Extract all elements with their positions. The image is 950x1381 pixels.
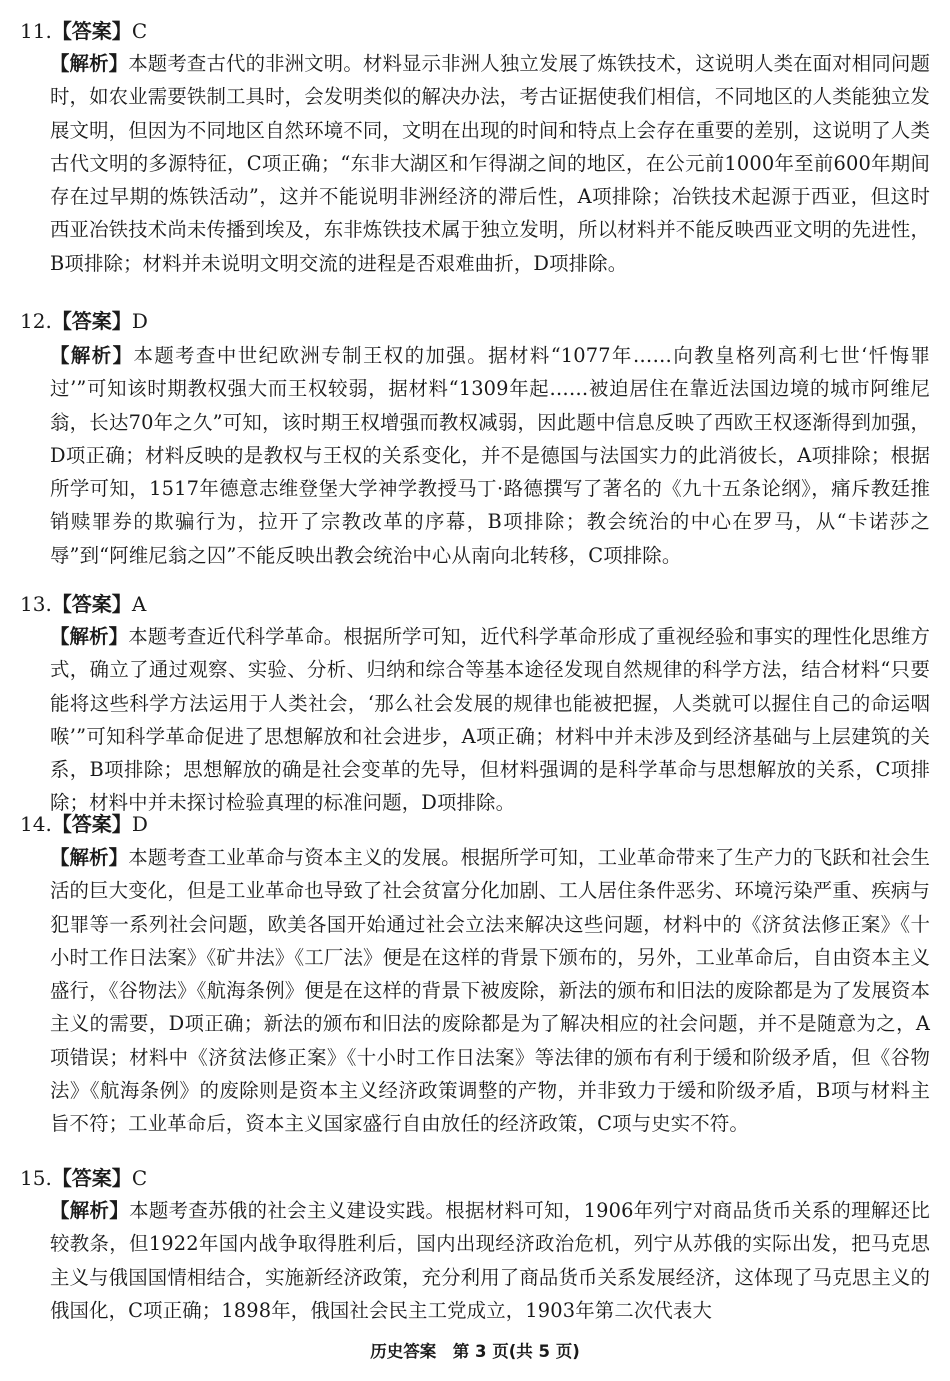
answer-line: [20, 307, 148, 335]
answer-label: 【答案】: [51, 812, 132, 836]
analysis-text: 本题考查苏俄的社会主义建设实践。根据材料可知，1906年列宁对商品货币关系的理解还比较教条，但1922年国内战争取得胜利后，国内出现经济政治危机，列宁从苏俄的实际出发，把马克思主义与俄国国情相结合，实施新经济政策，充分利用了商品货币关系发展经济，这体现了马克思主义的俄国化，C项正确；1898年，俄国社会民主工党成立，1903年第二次代表大: [50, 1199, 930, 1322]
answer-value: D: [131, 309, 148, 333]
analysis-label: 【解析】: [50, 52, 129, 75]
analysis-text: 本题考查近代科学革命。根据所学可知，近代科学革命形成了重视经验和事实的理性化思维方式，确立了通过观察、实验、分析、归纳和综合等基本途径发现自然规律的科学方法，结合材料“只要能将这些科学方法运用于人类社会，‘那么社会发展的规律也能被把握，人类就可以握住自己的命运咽喉’”可知科学革命促进了思想解放和社会进步，A项正确；材料中并未涉及到经济基础与上层建筑的关系，B项排除；思想解放的确是社会变革的先导，但材料强调的是科学革命与思想解放的关系，C项排除；材料中并未探讨检验真理的标准问题，D项排除。: [50, 625, 930, 815]
answer-label: 【答案】: [51, 1166, 132, 1190]
question-number: 15.: [20, 1166, 52, 1190]
question-number: 12.: [20, 309, 52, 333]
answer-label: 【答案】: [51, 309, 132, 333]
analysis-label: 【解析】: [50, 344, 134, 367]
question-number: 14.: [20, 812, 52, 836]
page-footer: 历史答案 第 3 页(共 5 页): [370, 1342, 580, 1361]
question-number: 11.: [20, 19, 52, 43]
answer-line: [20, 1164, 147, 1192]
analysis-label: 【解析】: [50, 1199, 130, 1222]
answer-value: C: [131, 19, 148, 43]
answer-line: [20, 590, 146, 618]
analysis-label: 【解析】: [50, 625, 129, 648]
answer-label: 【答案】: [51, 19, 132, 43]
analysis-text: 本题考查中世纪欧洲专制王权的加强。据材料“1077年……向教皇格列高利七世‘忏悔罪过’”可知该时期教权强大而王权较弱，据材料“1309年起……被迫居住在靠近法国边境的城市阿维尼翁，长达70年之久”可知，该时期王权增强而教权减弱，因此题中信息反映了西欧王权逐渐得到加强，D项正确；材料反映的是教权与王权的关系变化，并不是德国与法国实力的此消彼长，A项排除；根据所学可知，1517年德意志维登堡大学神学教授马丁·路德撰写了著名的《九十五条论纲》，痛斥教廷推销赎罪券的欺骗行为，拉开了宗教改革的序幕，B项排除；教会统治的中心在罗马，从“卡诺莎之辱”到“阿维尼翁之囚”不能反映出教会统治中心从南向北转移，C项排除。: [50, 344, 930, 567]
analysis-text: 本题考查工业革命与资本主义的发展。根据所学可知，工业革命带来了生产力的飞跃和社会生活的巨大变化，但是工业革命也导致了社会贫富分化加剧、工人居住条件恶劣、环境污染严重、疾病与犯罪等一系列社会问题，欧美各国开始通过社会立法来解决这些问题，材料中的《济贫法修正案》《十小时工作日法案》《矿井法》《工厂法》便是在这样的背景下颁布的，另外，工业革命后，自由资本主义盛行，《谷物法》《航海条例》便是在这样的背景下被废除，新法的颁布和旧法的废除都是为了发展资本主义的需要，D项正确；新法的颁布和旧法的废除都是为了解决相应的社会问题，并不是随意为之，A项错误；材料中《济贫法修正案》《十小时工作日法案》等法律的颁布有利于缓和阶级矛盾，但《谷物法》《航海条例》的废除则是资本主义经济政策调整的产物，并非致力于缓和阶级矛盾，B项与材料主旨不符；工业革命后，资本主义国家盛行自由放任的经济政策，C项与史实不符。: [50, 846, 930, 1136]
answer-line: [20, 17, 147, 45]
question-number: 13.: [20, 592, 52, 616]
answer-value: D: [131, 812, 148, 836]
analysis-paragraph: [50, 620, 930, 820]
answer-value: C: [131, 1166, 148, 1190]
analysis-label: 【解析】: [50, 846, 129, 869]
answer-value: A: [131, 592, 147, 616]
analysis-paragraph: [50, 841, 930, 1141]
analysis-paragraph: [50, 1194, 930, 1327]
analysis-paragraph: [50, 47, 930, 280]
answer-label: 【答案】: [51, 592, 132, 616]
answer-line: [20, 810, 148, 838]
analysis-text: 本题考查古代的非洲文明。材料显示非洲人独立发展了炼铁技术，这说明人类在面对相同问题时，如农业需要铁制工具时，会发明类似的解决办法，考古证据使我们相信，不同地区的人类能独立发展文明，但因为不同地区自然环境不同，文明在出现的时间和特点上会存在重要的差别，这说明了人类古代文明的多源特征，C项正确；“东非大湖区和乍得湖之间的地区，在公元前1000年至前600年期间存在过早期的炼铁活动”，这并不能说明非洲经济的滞后性，A项排除；冶铁技术起源于西亚，但这时西亚冶铁技术尚未传播到埃及，东非炼铁技术属于独立发明，所以材料并不能反映西亚文明的先进性，B项排除；材料并未说明文明交流的进程是否艰难曲折，D项排除。: [50, 52, 930, 275]
analysis-paragraph: [50, 339, 930, 572]
